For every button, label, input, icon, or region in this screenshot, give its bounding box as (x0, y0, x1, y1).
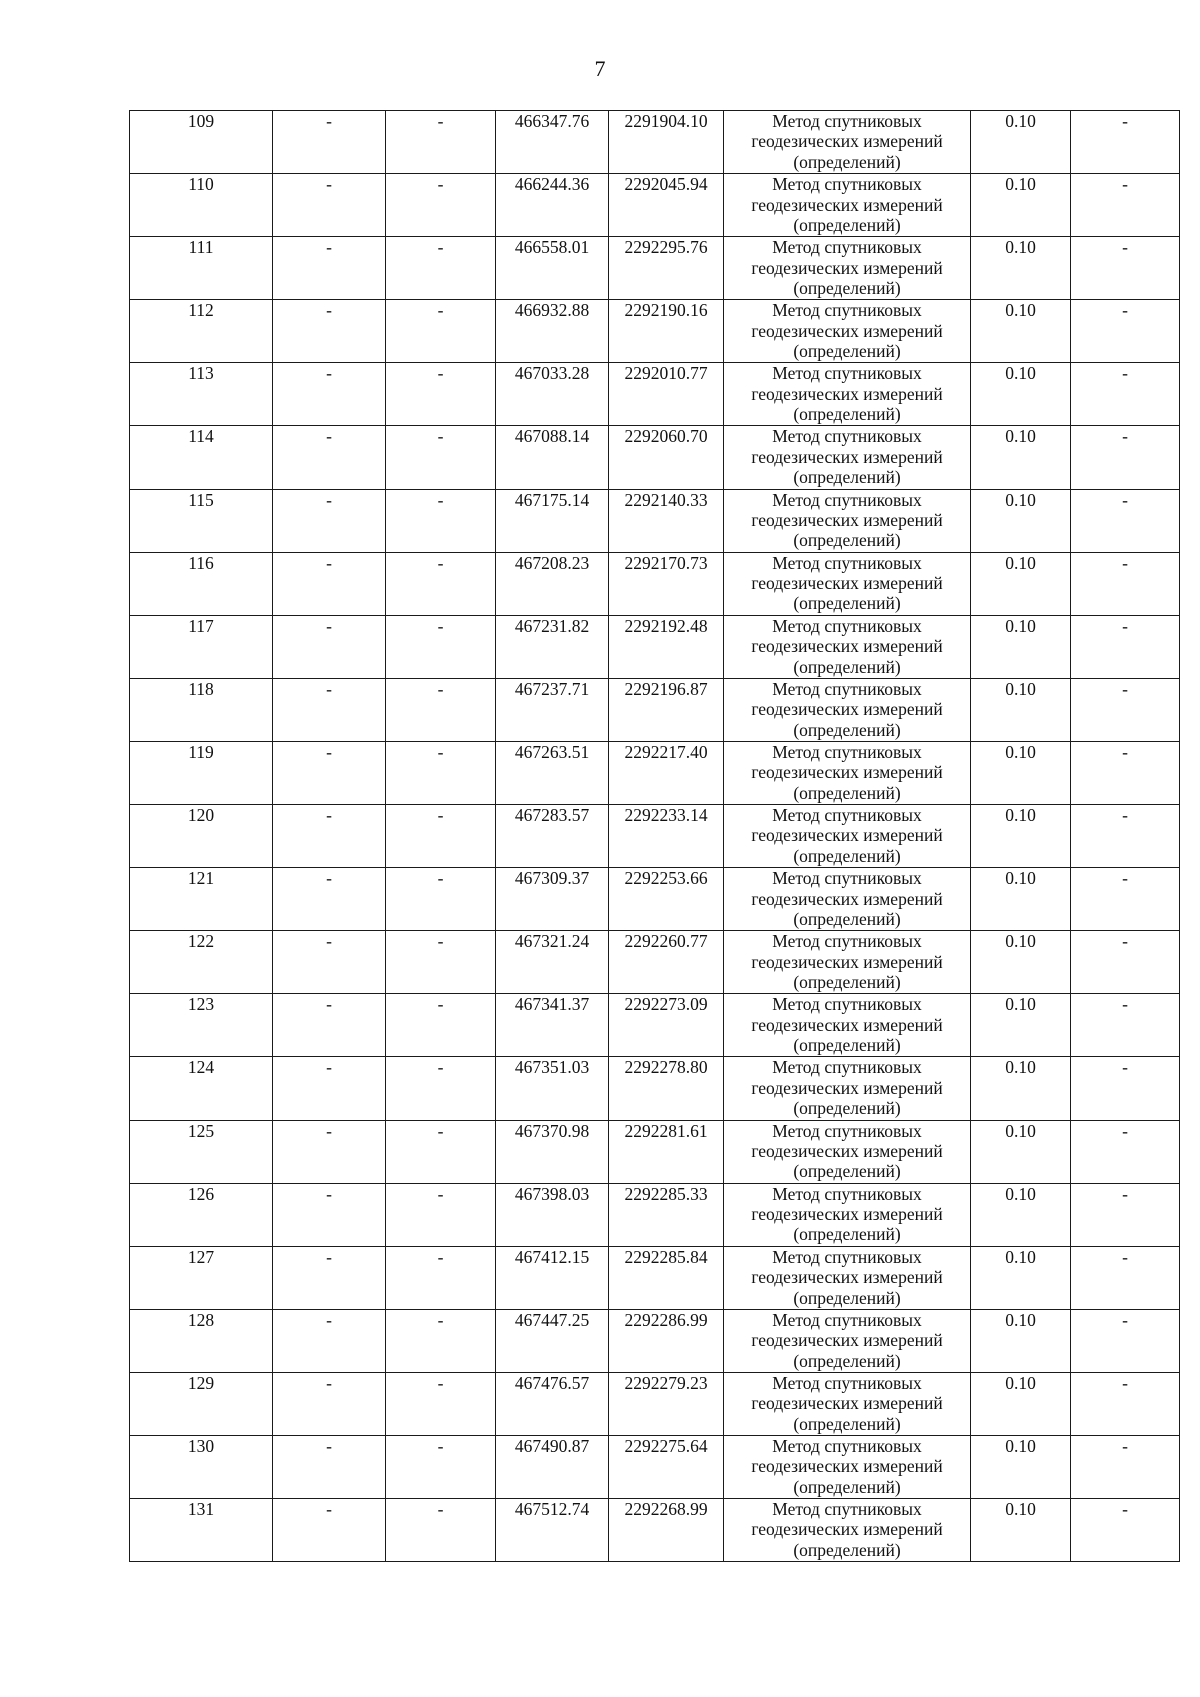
accuracy-cell: 0.10 (971, 741, 1071, 804)
dash-cell: - (273, 552, 386, 615)
coordinate-x-cell: 467231.82 (496, 615, 609, 678)
dash-cell: - (1071, 237, 1180, 300)
method-line: (определений) (793, 972, 901, 993)
dash-cell: - (273, 868, 386, 931)
method-line: Метод спутниковых (772, 1057, 922, 1078)
accuracy-cell: 0.10 (971, 678, 1071, 741)
accuracy-cell: 0.10 (971, 237, 1071, 300)
method-cell (724, 300, 971, 363)
dash-cell: - (1071, 1499, 1180, 1562)
point-number-cell: 129 (130, 1372, 273, 1435)
coordinate-x-cell: 467351.03 (496, 1057, 609, 1120)
table-row (130, 1057, 1180, 1120)
dash-cell: - (273, 363, 386, 426)
coordinate-y-cell: 2292233.14 (609, 805, 724, 868)
dash-cell: - (1071, 1246, 1180, 1309)
dash-cell: - (1071, 741, 1180, 804)
coordinate-x-cell: 466347.76 (496, 111, 609, 174)
method-line: геодезических измерений (751, 1519, 943, 1540)
method-line: Метод спутниковых (772, 931, 922, 952)
method-cell (724, 1309, 971, 1372)
table-row (130, 552, 1180, 615)
dash-cell: - (1071, 363, 1180, 426)
table-row (130, 678, 1180, 741)
table-row (130, 1372, 1180, 1435)
method-line: геодезических измерений (751, 825, 943, 846)
method-cell (724, 868, 971, 931)
method-cell (724, 552, 971, 615)
method-line: Метод спутниковых (772, 1499, 922, 1520)
method-line: Метод спутниковых (772, 363, 922, 384)
method-line: геодезических измерений (751, 509, 943, 530)
method-line: (определений) (793, 593, 901, 614)
method-line: геодезических измерений (751, 1077, 943, 1098)
method-line: Метод спутниковых (772, 1120, 922, 1141)
method-line: Метод спутниковых (772, 678, 922, 699)
method-line: (определений) (793, 1539, 901, 1560)
method-line: (определений) (793, 151, 901, 172)
coordinate-y-cell: 2292190.16 (609, 300, 724, 363)
dash-cell: - (273, 1246, 386, 1309)
dash-cell: - (273, 300, 386, 363)
method-line: геодезических измерений (751, 320, 943, 341)
coordinate-x-cell: 467370.98 (496, 1120, 609, 1183)
dash-cell: - (1071, 111, 1180, 174)
dash-cell: - (386, 300, 496, 363)
method-line: геодезических измерений (751, 383, 943, 404)
dash-cell: - (1071, 174, 1180, 237)
dash-cell: - (1071, 1057, 1180, 1120)
dash-cell: - (386, 489, 496, 552)
point-number-cell: 116 (130, 552, 273, 615)
dash-cell: - (273, 1499, 386, 1562)
method-line: Метод спутниковых (772, 552, 922, 573)
method-line: (определений) (793, 530, 901, 551)
table-row (130, 237, 1180, 300)
method-cell (724, 1120, 971, 1183)
method-cell (724, 426, 971, 489)
dash-cell: - (1071, 300, 1180, 363)
dash-cell: - (386, 615, 496, 678)
dash-cell: - (273, 615, 386, 678)
coordinate-y-cell: 2292253.66 (609, 868, 724, 931)
method-cell (724, 805, 971, 868)
coordinate-x-cell: 467341.37 (496, 994, 609, 1057)
point-number-cell: 119 (130, 741, 273, 804)
method-cell (724, 1246, 971, 1309)
dash-cell: - (273, 1435, 386, 1498)
method-line: (определений) (793, 341, 901, 362)
method-line: геодезических измерений (751, 951, 943, 972)
coordinate-y-cell: 2292295.76 (609, 237, 724, 300)
point-number-cell: 114 (130, 426, 273, 489)
method-line: Метод спутниковых (772, 426, 922, 447)
accuracy-cell: 0.10 (971, 931, 1071, 994)
method-line: геодезических измерений (751, 1267, 943, 1288)
accuracy-cell: 0.10 (971, 1120, 1071, 1183)
dash-cell: - (273, 931, 386, 994)
dash-cell: - (386, 111, 496, 174)
coordinates-table (129, 110, 1180, 1562)
table-row (130, 1120, 1180, 1183)
table-row (130, 489, 1180, 552)
method-line: Метод спутниковых (772, 741, 922, 762)
dash-cell: - (1071, 805, 1180, 868)
dash-cell: - (1071, 552, 1180, 615)
coordinate-x-cell: 467175.14 (496, 489, 609, 552)
dash-cell: - (386, 426, 496, 489)
accuracy-cell: 0.10 (971, 1309, 1071, 1372)
method-line: Метод спутниковых (772, 1309, 922, 1330)
coordinate-y-cell: 2292045.94 (609, 174, 724, 237)
point-number-cell: 126 (130, 1183, 273, 1246)
method-line: геодезических измерений (751, 446, 943, 467)
coordinate-y-cell: 2292260.77 (609, 931, 724, 994)
accuracy-cell: 0.10 (971, 868, 1071, 931)
method-line: (определений) (793, 845, 901, 866)
dash-cell: - (1071, 615, 1180, 678)
dash-cell: - (1071, 994, 1180, 1057)
coordinate-y-cell: 2292273.09 (609, 994, 724, 1057)
method-line: (определений) (793, 1161, 901, 1182)
method-line: (определений) (793, 1224, 901, 1245)
accuracy-cell: 0.10 (971, 426, 1071, 489)
dash-cell: - (386, 1499, 496, 1562)
dash-cell: - (1071, 1435, 1180, 1498)
point-number-cell: 110 (130, 174, 273, 237)
coordinate-y-cell: 2292285.84 (609, 1246, 724, 1309)
dash-cell: - (273, 1372, 386, 1435)
page-number: 7 (594, 56, 606, 81)
point-number-cell: 117 (130, 615, 273, 678)
coordinate-x-cell: 467490.87 (496, 1435, 609, 1498)
table-row (130, 805, 1180, 868)
method-line: Метод спутниковых (772, 174, 922, 195)
dash-cell: - (273, 1120, 386, 1183)
dash-cell: - (1071, 1120, 1180, 1183)
dash-cell: - (386, 363, 496, 426)
table-row (130, 868, 1180, 931)
dash-cell: - (386, 678, 496, 741)
method-line: геодезических измерений (751, 131, 943, 152)
coordinate-y-cell: 2292170.73 (609, 552, 724, 615)
dash-cell: - (273, 1057, 386, 1120)
dash-cell: - (1071, 1183, 1180, 1246)
method-line: геодезических измерений (751, 636, 943, 657)
accuracy-cell: 0.10 (971, 1246, 1071, 1309)
coordinate-x-cell: 467088.14 (496, 426, 609, 489)
coordinate-y-cell: 2292268.99 (609, 1499, 724, 1562)
point-number-cell: 128 (130, 1309, 273, 1372)
coordinate-y-cell: 2292217.40 (609, 741, 724, 804)
method-line: геодезических измерений (751, 1204, 943, 1224)
dash-cell: - (386, 1372, 496, 1435)
method-cell (724, 174, 971, 237)
coordinate-y-cell: 2292196.87 (609, 678, 724, 741)
point-number-cell: 115 (130, 489, 273, 552)
point-number-cell: 130 (130, 1435, 273, 1498)
point-number-cell: 111 (130, 237, 273, 300)
coordinate-x-cell: 466558.01 (496, 237, 609, 300)
accuracy-cell: 0.10 (971, 1435, 1071, 1498)
table-row (130, 994, 1180, 1057)
dash-cell: - (386, 994, 496, 1057)
method-cell (724, 1372, 971, 1435)
method-cell (724, 1057, 971, 1120)
coordinate-x-cell: 467033.28 (496, 363, 609, 426)
method-line: (определений) (793, 1035, 901, 1056)
method-line: геодезических измерений (751, 699, 943, 720)
method-line: геодезических измерений (751, 1393, 943, 1414)
coordinate-x-cell: 467208.23 (496, 552, 609, 615)
accuracy-cell: 0.10 (971, 805, 1071, 868)
table-row (130, 174, 1180, 237)
coordinate-x-cell: 467283.57 (496, 805, 609, 868)
method-line: Метод спутниковых (772, 1372, 922, 1393)
point-number-cell: 123 (130, 994, 273, 1057)
dash-cell: - (1071, 489, 1180, 552)
method-line: (определений) (793, 908, 901, 929)
method-line: Метод спутниковых (772, 994, 922, 1015)
accuracy-cell: 0.10 (971, 552, 1071, 615)
dash-cell: - (1071, 1309, 1180, 1372)
dash-cell: - (386, 805, 496, 868)
accuracy-cell: 0.10 (971, 1372, 1071, 1435)
coordinate-x-cell: 467398.03 (496, 1183, 609, 1246)
method-line: Метод спутниковых (772, 868, 922, 889)
table-row (130, 1246, 1180, 1309)
coordinate-y-cell: 2292010.77 (609, 363, 724, 426)
table-row (130, 931, 1180, 994)
coordinate-y-cell: 2292281.61 (609, 1120, 724, 1183)
method-line: Метод спутниковых (772, 805, 922, 826)
coordinate-x-cell: 467476.57 (496, 1372, 609, 1435)
coordinate-x-cell: 467412.15 (496, 1246, 609, 1309)
dash-cell: - (386, 552, 496, 615)
dash-cell: - (273, 741, 386, 804)
coordinate-y-cell: 2292060.70 (609, 426, 724, 489)
dash-cell: - (273, 111, 386, 174)
method-line: (определений) (793, 1476, 901, 1497)
method-line: (определений) (793, 278, 901, 298)
table-row (130, 1309, 1180, 1372)
point-number-cell: 125 (130, 1120, 273, 1183)
method-cell (724, 237, 971, 300)
coordinate-x-cell: 467512.74 (496, 1499, 609, 1562)
method-line: Метод спутниковых (772, 1246, 922, 1267)
coordinate-x-cell: 466244.36 (496, 174, 609, 237)
method-line: Метод спутниковых (772, 1183, 922, 1204)
dash-cell: - (273, 1183, 386, 1246)
accuracy-cell: 0.10 (971, 489, 1071, 552)
method-line: геодезических измерений (751, 762, 943, 783)
dash-cell: - (386, 1435, 496, 1498)
dash-cell: - (273, 678, 386, 741)
table-row (130, 1435, 1180, 1498)
method-line: Метод спутниковых (772, 489, 922, 510)
method-line: геодезических измерений (751, 1456, 943, 1477)
accuracy-cell: 0.10 (971, 615, 1071, 678)
coordinate-x-cell: 467237.71 (496, 678, 609, 741)
point-number-cell: 127 (130, 1246, 273, 1309)
method-cell (724, 741, 971, 804)
method-line: геодезических измерений (751, 1330, 943, 1351)
accuracy-cell: 0.10 (971, 1499, 1071, 1562)
method-line: геодезических измерений (751, 194, 943, 215)
table-row (130, 426, 1180, 489)
method-cell (724, 1499, 971, 1562)
accuracy-cell: 0.10 (971, 111, 1071, 174)
method-line: Метод спутниковых (772, 111, 922, 131)
coordinate-y-cell: 2292286.99 (609, 1309, 724, 1372)
point-number-cell: 112 (130, 300, 273, 363)
coordinate-y-cell: 2292140.33 (609, 489, 724, 552)
coordinate-y-cell: 2292192.48 (609, 615, 724, 678)
method-line: (определений) (793, 467, 901, 488)
method-cell (724, 678, 971, 741)
coordinate-x-cell: 467309.37 (496, 868, 609, 931)
method-line: (определений) (793, 1287, 901, 1308)
table-row (130, 111, 1180, 174)
dash-cell: - (1071, 1372, 1180, 1435)
dash-cell: - (1071, 931, 1180, 994)
method-line: геодезических измерений (751, 888, 943, 909)
dash-cell: - (386, 1246, 496, 1309)
coordinate-x-cell: 467447.25 (496, 1309, 609, 1372)
method-cell (724, 931, 971, 994)
dash-cell: - (386, 1309, 496, 1372)
method-line: геодезических измерений (751, 1140, 943, 1161)
coordinate-y-cell: 2291904.10 (609, 111, 724, 174)
method-line: (определений) (793, 1350, 901, 1371)
table-body (130, 111, 1180, 1562)
dash-cell: - (1071, 426, 1180, 489)
coordinate-y-cell: 2292285.33 (609, 1183, 724, 1246)
coordinate-x-cell: 467263.51 (496, 741, 609, 804)
dash-cell: - (386, 868, 496, 931)
table-row (130, 741, 1180, 804)
method-cell (724, 363, 971, 426)
dash-cell: - (386, 1120, 496, 1183)
accuracy-cell: 0.10 (971, 363, 1071, 426)
coordinate-x-cell: 467321.24 (496, 931, 609, 994)
dash-cell: - (386, 1183, 496, 1246)
method-line: геодезических измерений (751, 257, 943, 278)
method-line: Метод спутниковых (772, 300, 922, 321)
dash-cell: - (273, 805, 386, 868)
point-number-cell: 120 (130, 805, 273, 868)
method-line: геодезических измерений (751, 573, 943, 594)
accuracy-cell: 0.10 (971, 1057, 1071, 1120)
point-number-cell: 118 (130, 678, 273, 741)
method-line: (определений) (793, 214, 901, 235)
table-row (130, 300, 1180, 363)
dash-cell: - (273, 426, 386, 489)
method-line: (определений) (793, 1098, 901, 1119)
method-line: (определений) (793, 719, 901, 740)
coordinate-y-cell: 2292279.23 (609, 1372, 724, 1435)
dash-cell: - (386, 741, 496, 804)
accuracy-cell: 0.10 (971, 174, 1071, 237)
point-number-cell: 113 (130, 363, 273, 426)
coordinate-y-cell: 2292278.80 (609, 1057, 724, 1120)
point-number-cell: 122 (130, 931, 273, 994)
method-cell (724, 1435, 971, 1498)
table-row (130, 1499, 1180, 1562)
point-number-cell: 121 (130, 868, 273, 931)
point-number-cell: 131 (130, 1499, 273, 1562)
dash-cell: - (1071, 678, 1180, 741)
method-cell (724, 489, 971, 552)
accuracy-cell: 0.10 (971, 994, 1071, 1057)
point-number-cell: 124 (130, 1057, 273, 1120)
method-cell (724, 1183, 971, 1246)
method-line: (определений) (793, 782, 901, 803)
dash-cell: - (273, 489, 386, 552)
method-cell (724, 994, 971, 1057)
method-line: геодезических измерений (751, 1014, 943, 1035)
coordinate-y-cell: 2292275.64 (609, 1435, 724, 1498)
table-row (130, 1183, 1180, 1246)
dash-cell: - (386, 174, 496, 237)
accuracy-cell: 0.10 (971, 1183, 1071, 1246)
method-cell (724, 615, 971, 678)
dash-cell: - (273, 237, 386, 300)
table-row (130, 615, 1180, 678)
point-number-cell: 109 (130, 111, 273, 174)
dash-cell: - (386, 931, 496, 994)
dash-cell: - (273, 994, 386, 1057)
method-line: Метод спутниковых (772, 237, 922, 258)
dash-cell: - (386, 1057, 496, 1120)
method-cell (724, 111, 971, 174)
table-row (130, 363, 1180, 426)
dash-cell: - (386, 237, 496, 300)
coordinate-x-cell: 466932.88 (496, 300, 609, 363)
method-line: (определений) (793, 656, 901, 677)
method-line: (определений) (793, 1413, 901, 1434)
dash-cell: - (273, 174, 386, 237)
method-line: Метод спутниковых (772, 1435, 922, 1456)
accuracy-cell: 0.10 (971, 300, 1071, 363)
dash-cell: - (1071, 868, 1180, 931)
dash-cell: - (273, 1309, 386, 1372)
method-line: Метод спутниковых (772, 615, 922, 636)
method-line: (определений) (793, 404, 901, 425)
